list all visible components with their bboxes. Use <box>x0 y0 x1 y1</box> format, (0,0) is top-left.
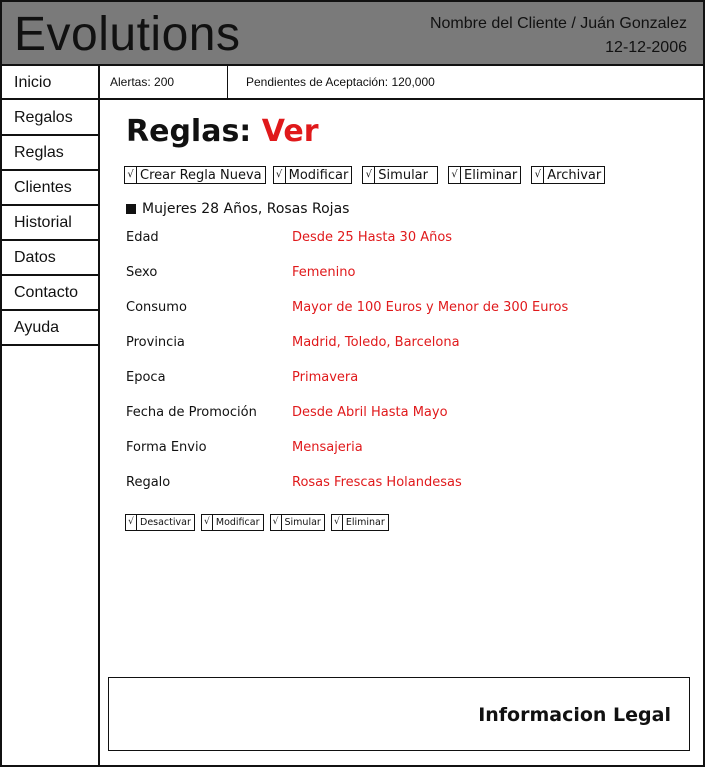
page-title-action: Ver <box>261 114 319 149</box>
delete-rule-label: Eliminar <box>345 517 385 528</box>
sidebar-item-clientes[interactable]: Clientes <box>2 171 98 206</box>
field-value-consumo: Mayor de 100 Euros y Menor de 300 Euros <box>292 300 569 315</box>
field-label-epoca: Epoca <box>126 370 166 385</box>
checkbox-icon: √ <box>271 515 282 530</box>
simulate-rule-label: Simular <box>284 517 321 528</box>
checkbox-icon: √ <box>202 515 213 530</box>
field-value-forma-envio: Mensajeria <box>292 440 363 455</box>
field-value-edad: Desde 25 Hasta 30 Años <box>292 230 453 245</box>
create-rule-button[interactable] <box>124 166 266 184</box>
header <box>0 0 705 66</box>
sidebar-item-regalos[interactable]: Regalos <box>2 101 98 136</box>
field-value-regalo: Rosas Frescas Holandesas <box>292 475 462 490</box>
rule-name-text: Mujeres 28 Años, Rosas Rojas <box>142 201 350 217</box>
page-title <box>126 114 318 149</box>
field-label-regalo: Regalo <box>126 475 171 490</box>
rule-actions-toolbar <box>125 514 389 531</box>
checkbox-icon: √ <box>125 167 137 183</box>
modify-label: Modificar <box>288 167 349 183</box>
sidebar-item-ayuda[interactable]: Ayuda <box>2 311 98 346</box>
brand-logo: Evolutions <box>14 8 241 61</box>
field-row <box>126 405 686 440</box>
field-row <box>126 370 686 405</box>
field-value-fecha-promocion: Desde Abril Hasta Mayo <box>292 405 448 420</box>
field-label-sexo: Sexo <box>126 265 158 280</box>
create-rule-label: Crear Regla Nueva <box>140 167 262 183</box>
delete-button[interactable] <box>448 166 521 184</box>
sidebar <box>0 66 100 767</box>
modify-button[interactable] <box>273 166 353 184</box>
page-title-prefix: Reglas: <box>126 114 252 149</box>
simulate-rule-button[interactable] <box>270 514 325 531</box>
status-bar <box>100 66 705 100</box>
modify-rule-label: Modificar <box>215 517 260 528</box>
legal-info-box[interactable] <box>108 677 690 751</box>
simulate-button[interactable] <box>362 166 438 184</box>
deactivate-button[interactable] <box>125 514 195 531</box>
field-row <box>126 265 686 300</box>
client-name: Nombre del Cliente / Juán Gonzalez <box>429 15 687 32</box>
current-date: 12-12-2006 <box>605 39 687 56</box>
sidebar-item-datos[interactable]: Datos <box>2 241 98 276</box>
field-row <box>126 230 686 265</box>
sidebar-item-inicio[interactable]: Inicio <box>2 66 98 100</box>
rule-toolbar <box>124 166 605 184</box>
simulate-label: Simular <box>378 167 428 183</box>
checkbox-icon: √ <box>449 167 461 183</box>
checkbox-icon: √ <box>126 515 137 530</box>
field-value-provincia: Madrid, Toledo, Barcelona <box>292 335 460 350</box>
rule-fields <box>126 230 686 510</box>
field-value-sexo: Femenino <box>292 265 356 280</box>
square-bullet-icon <box>126 204 136 214</box>
field-value-epoca: Primavera <box>292 370 359 385</box>
legal-info-link[interactable]: Informacion Legal <box>478 704 671 726</box>
rule-name <box>126 201 349 217</box>
sidebar-item-reglas[interactable]: Reglas <box>2 136 98 171</box>
field-label-provincia: Provincia <box>126 335 185 350</box>
archive-button[interactable] <box>531 166 605 184</box>
checkbox-icon: √ <box>363 167 375 183</box>
field-row <box>126 475 686 510</box>
modify-rule-button[interactable] <box>201 514 264 531</box>
archive-label: Archivar <box>547 167 602 183</box>
field-label-fecha-promocion: Fecha de Promoción <box>126 405 257 420</box>
main-content <box>100 100 705 767</box>
field-row <box>126 300 686 335</box>
checkbox-icon: √ <box>274 167 286 183</box>
deactivate-label: Desactivar <box>140 517 191 528</box>
field-label-forma-envio: Forma Envio <box>126 440 207 455</box>
delete-label: Eliminar <box>464 167 518 183</box>
pending-count[interactable]: Pendientes de Aceptación: 120,000 <box>246 75 435 89</box>
field-row <box>126 335 686 370</box>
alerts-count[interactable]: Alertas: 200 <box>100 66 228 98</box>
field-row <box>126 440 686 475</box>
field-label-edad: Edad <box>126 230 159 245</box>
delete-rule-button[interactable] <box>331 514 389 531</box>
sidebar-item-contacto[interactable]: Contacto <box>2 276 98 311</box>
client-info <box>430 12 687 60</box>
checkbox-icon: √ <box>532 167 544 183</box>
sidebar-item-historial[interactable]: Historial <box>2 206 98 241</box>
checkbox-icon: √ <box>332 515 343 530</box>
field-label-consumo: Consumo <box>126 300 187 315</box>
